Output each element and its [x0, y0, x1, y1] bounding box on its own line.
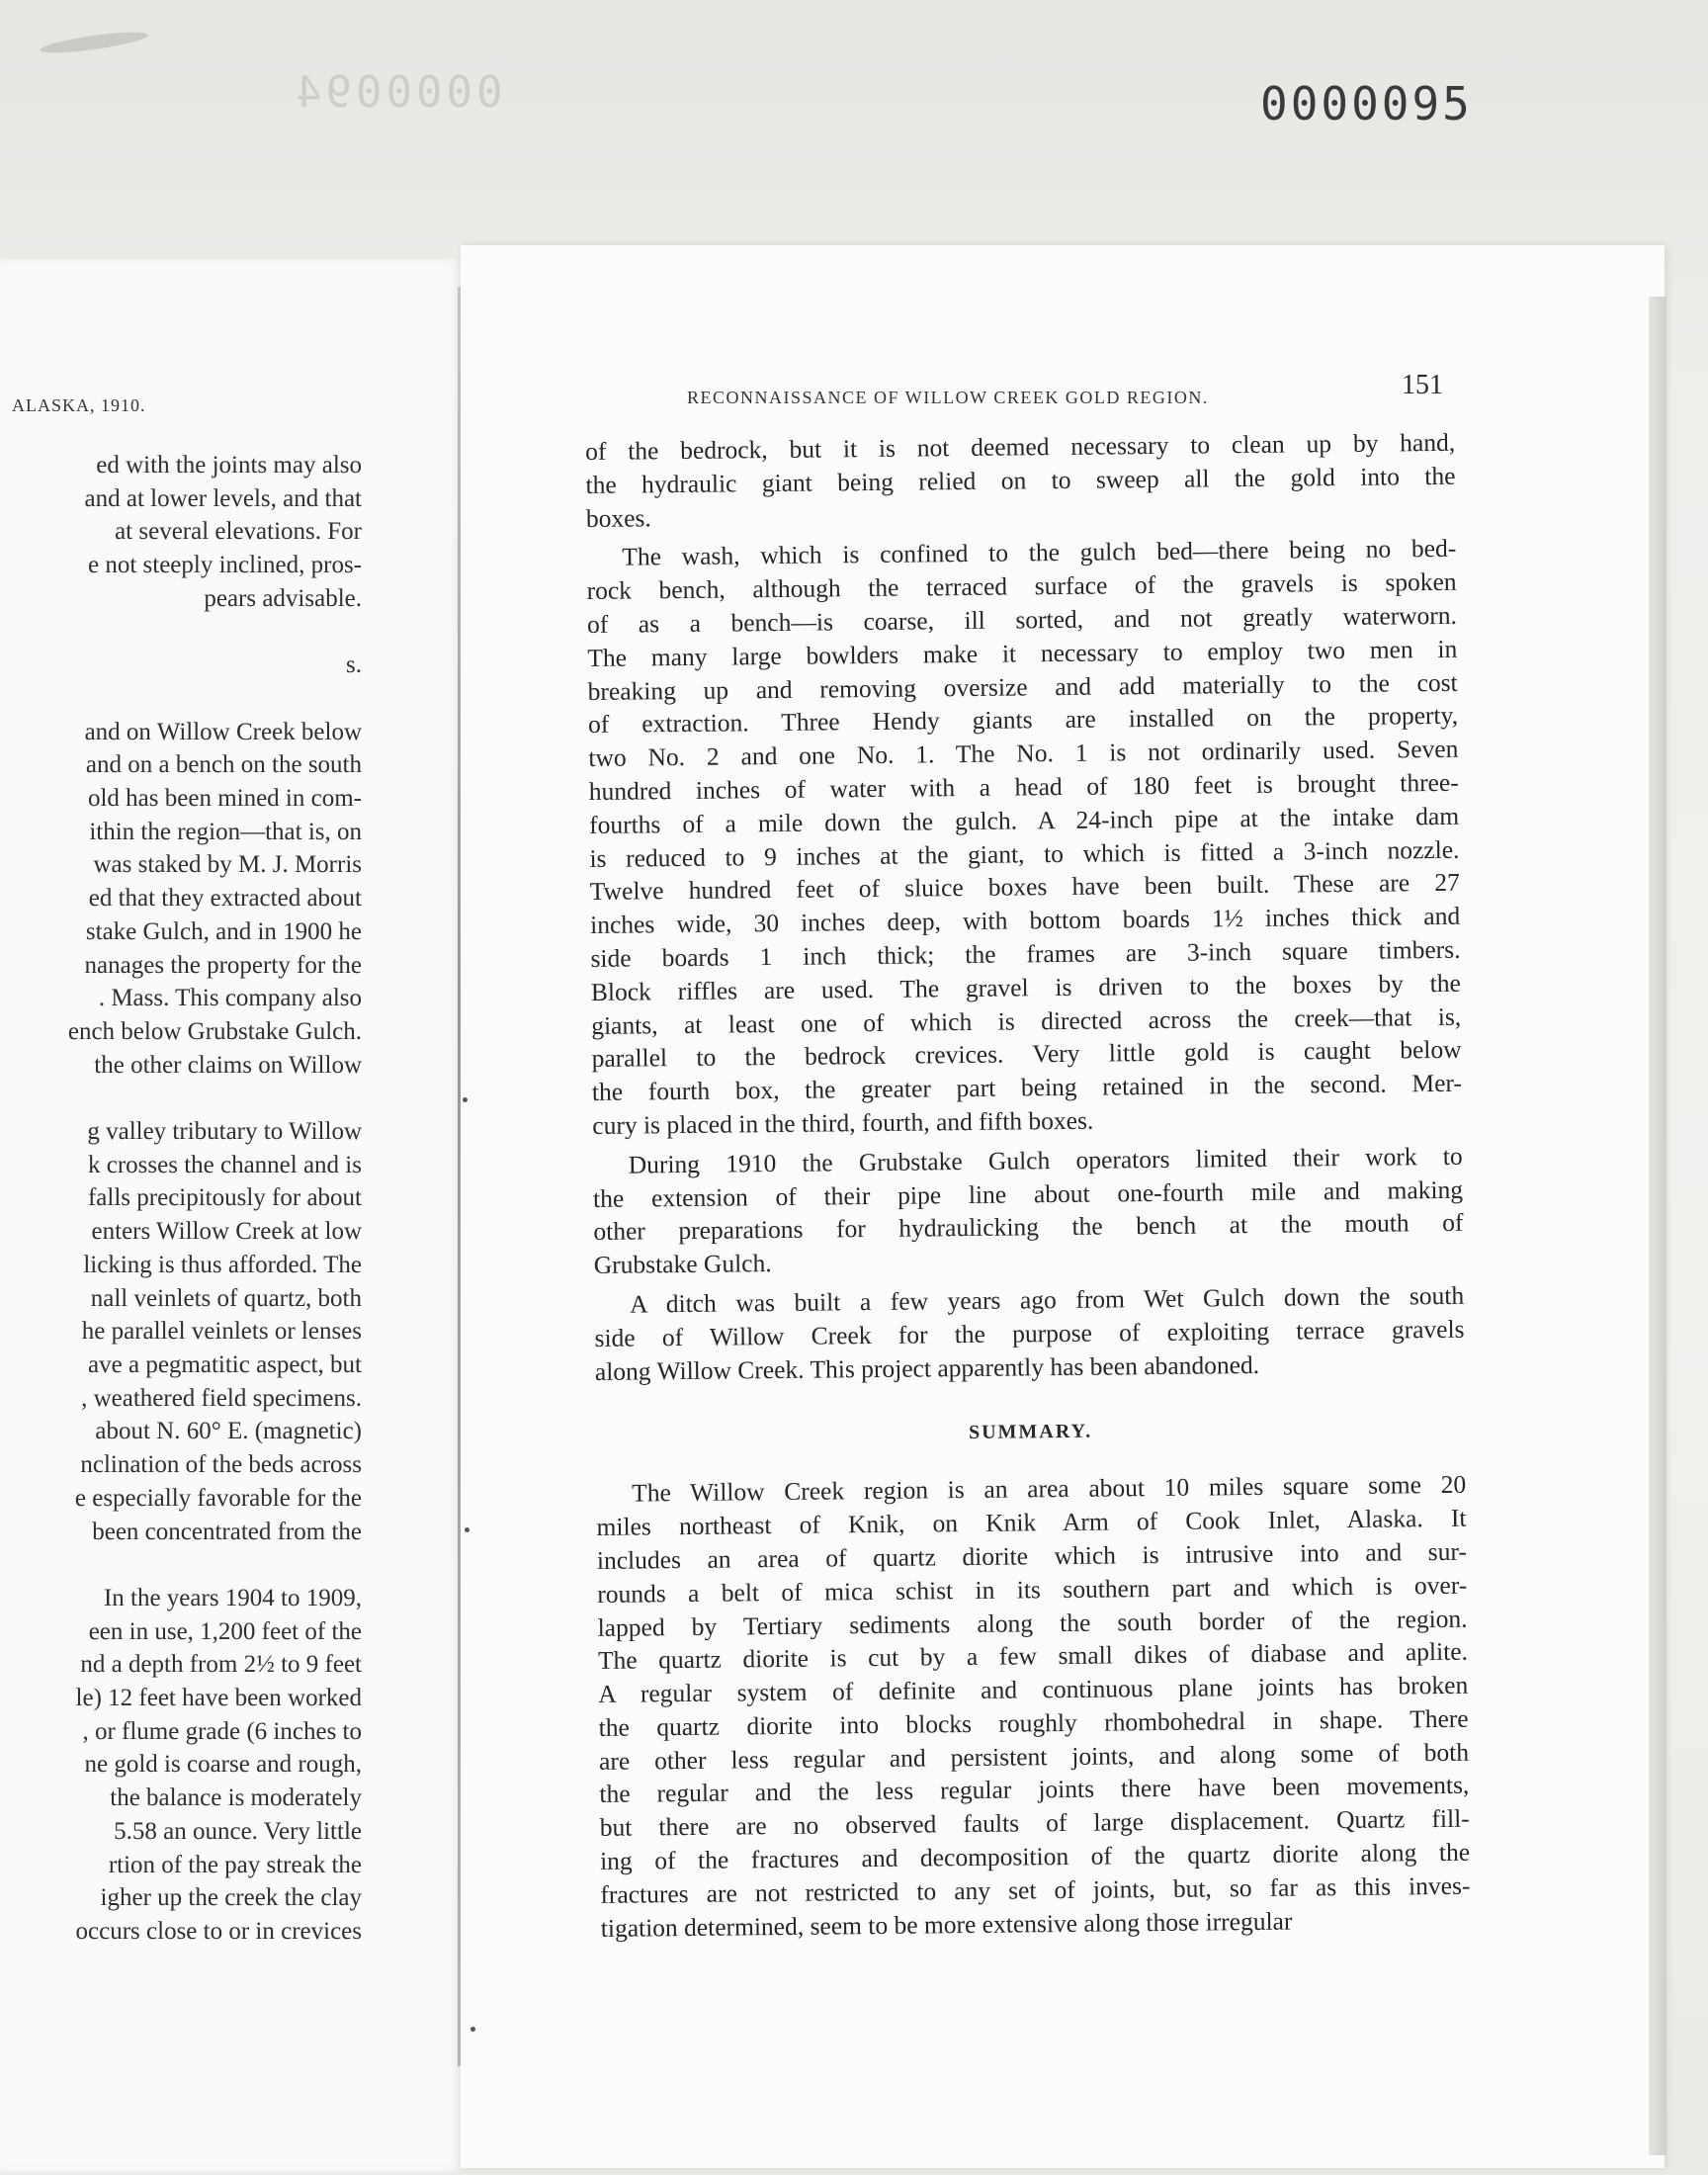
text-line: hundred inches of water with a head of 180 feet is brought three-: [588, 767, 1459, 806]
text-line: ithin the region—that is, on: [89, 818, 362, 845]
text-line: parallel to the bedrock crevices. Very little gold is caught below: [591, 1035, 1462, 1074]
paragraph: [593, 1139, 1464, 1287]
text-line: about N. 60° E. (magnetic): [95, 1418, 362, 1445]
text-line: cury is placed in the third, fourth, and fifth boxes.: [592, 1105, 1094, 1140]
text-line: , weathered field specimens.: [81, 1384, 362, 1412]
margin-mark: [465, 1527, 470, 1532]
text-line: The wash, which is confined to the gulch bed—there being no bed-: [622, 534, 1457, 572]
text-line: are other less regular and persistent joints, and along some of both: [598, 1737, 1470, 1776]
paragraph: [594, 1279, 1465, 1395]
text-line: side of Willow Creek for the purpose of exploiting terrace gravels: [594, 1314, 1465, 1352]
text-line: The quartz diorite is cut by a few small dikes of diabase and aplite.: [597, 1637, 1469, 1676]
text-line: [0, 682, 362, 716]
margin-mark: [470, 2027, 475, 2032]
paragraph: [596, 1468, 1471, 1951]
text-line: fourths of a mile down the gulch. A 24-inch pipe at the intake dam: [588, 801, 1460, 839]
text-line: ench below Grubstake Gulch.: [67, 1017, 362, 1045]
text-line: s.: [346, 652, 362, 679]
text-line: Block riffles are used. The gravel is driven to the boxes by the: [590, 968, 1462, 1006]
text-line: A ditch was built a few years ago from Wet Gulch down the south: [630, 1280, 1465, 1319]
text-line: [0, 1548, 362, 1582]
text-line: tigation determined, seem to be more extensive along those irregular: [600, 1906, 1293, 1943]
text-line: [0, 1082, 362, 1115]
text-line: k crosses the channel and is: [87, 1151, 362, 1178]
text-line: een in use, 1,200 feet of the: [88, 1617, 362, 1645]
text-line: e especially favorable for the: [74, 1484, 362, 1512]
text-line: rock bench, although the terraced surface of the gravels is spoken: [586, 566, 1457, 606]
text-line: of extraction. Three Hendy giants are installed on the property,: [587, 701, 1459, 740]
document-stamp-number: 0000095: [1260, 77, 1473, 130]
text-line: along Willow Creek. This project apparently has been abandoned.: [594, 1349, 1260, 1386]
text-line: The many large bowlders make it necessary to employ two men in: [587, 634, 1458, 672]
left-page-text: [0, 449, 362, 1949]
left-page: [0, 259, 461, 2172]
text-line: of as a bench—is coarse, ill sorted, and not greatly waterworn.: [586, 600, 1458, 639]
text-line: the hydraulic giant being relied on to sweep all the gold into the: [585, 461, 1456, 499]
text-line: 5.58 an ounce. Very little: [114, 1817, 362, 1845]
text-line: ed with the joints may also: [96, 452, 362, 478]
text-line: nd a depth from 2½ to 9 feet: [80, 1651, 362, 1679]
text-line: The Willow Creek region is an area about 10 miles square some 20: [632, 1470, 1467, 1508]
text-line: but there are no observed faults of large displacement. Quartz fill-: [599, 1803, 1470, 1843]
left-running-head: ALASKA, 1910.: [12, 395, 146, 415]
text-line: he parallel veinlets or lenses: [81, 1318, 362, 1346]
text-line: nanages the property for the: [84, 951, 362, 979]
text-line: ed that they extracted about: [88, 885, 362, 913]
text-line: Twelve hundred feet of sluice boxes have been built. These are 27: [589, 868, 1460, 907]
text-line: , or flume grade (6 inches to: [82, 1717, 362, 1745]
text-line: breaking up and removing oversize and add materially to the cost: [587, 667, 1458, 706]
text-line: the extension of their pipe line about one-fourth mile and making: [592, 1174, 1464, 1213]
text-line: falls precipitously for about: [87, 1184, 362, 1212]
text-line: was staked by M. J. Morris: [93, 851, 362, 879]
text-line: lapped by Tertiary sediments along the south border of the region.: [597, 1604, 1468, 1642]
text-line: During 1910 the Grubstake Gulch operators limited their work to: [628, 1141, 1463, 1179]
page-edge: [1649, 297, 1666, 2155]
text-line: is reduced to 9 inches at the giant, to which is fitted a 3-inch nozzle.: [589, 834, 1460, 873]
bleed-through-stamp: 0000094: [292, 67, 503, 118]
margin-mark: [463, 1097, 468, 1102]
text-line: e not steeply inclined, pros-: [87, 552, 362, 579]
text-line: enters Willow Creek at low: [91, 1218, 362, 1246]
body-text: [585, 426, 1471, 1952]
text-line: Grubstake Gulch.: [593, 1249, 772, 1280]
text-line: inches wide, 30 inches deep, with bottom boards 1½ inches thick and: [590, 901, 1461, 940]
text-line: rtion of the pay streak the: [108, 1851, 362, 1878]
text-line: nclination of the beds across: [80, 1451, 362, 1479]
text-line: igher up the creek the clay: [100, 1884, 362, 1912]
text-line: and on a bench on the south: [85, 751, 362, 779]
running-head: RECONNAISSANCE OF WILLOW CREEK GOLD REGION.: [687, 388, 1209, 407]
text-line: stake Gulch, and in 1900 he: [85, 917, 362, 945]
paragraph: [585, 426, 1456, 542]
text-line: A regular system of definite and continuous plane joints has broken: [598, 1670, 1469, 1709]
text-line: . Mass. This company also: [98, 985, 362, 1012]
text-line: and at lower levels, and that: [84, 484, 362, 512]
text-line: the other claims on Willow: [94, 1051, 362, 1079]
text-line: the fourth box, the greater part being retained in the second. Mer-: [591, 1068, 1463, 1107]
text-line: boxes.: [585, 502, 651, 533]
text-line: two No. 2 and one No. 1. The No. 1 is not ordinarily used. Seven: [588, 734, 1459, 773]
text-line: occurs close to or in crevices: [75, 1917, 362, 1945]
text-line: ing of the fractures and decomposition of the quartz diorite along the: [599, 1837, 1471, 1875]
paragraph: [586, 532, 1462, 1149]
text-line: nall veinlets of quartz, both: [90, 1284, 362, 1312]
text-line: includes an area of quartz diorite which is intrusive into and sur-: [596, 1536, 1468, 1575]
text-line: le) 12 feet have been worked: [75, 1685, 362, 1712]
text-line: side boards 1 inch thick; the frames are 3-inch square timbers.: [590, 934, 1461, 973]
text-line: other preparations for hydraulicking the bench at the mouth of: [593, 1208, 1464, 1247]
text-line: licking is thus afforded. The: [83, 1251, 362, 1278]
text-line: been concentrated from the: [92, 1518, 362, 1545]
text-line: fractures are not restricted to any set of joints, but, so far as this inves-: [600, 1870, 1471, 1909]
text-line: and on Willow Creek below: [84, 718, 362, 745]
text-line: the balance is moderately: [110, 1784, 362, 1812]
text-line: giants, at least one of which is directed across the creek—that is,: [591, 1001, 1462, 1040]
text-line: [0, 616, 362, 650]
text-line: the quartz diorite into blocks roughly rhombohedral in shape. There: [598, 1703, 1469, 1742]
text-line: rounds a belt of mica schist in its southern part and which is over-: [597, 1570, 1468, 1609]
text-line: at several elevations. For: [115, 518, 362, 546]
text-line: the regular and the less regular joints there have been movements,: [599, 1771, 1470, 1809]
page-number: 151: [1402, 370, 1443, 400]
text-line: g valley tributary to Willow: [87, 1118, 362, 1146]
text-line: In the years 1904 to 1909,: [103, 1584, 362, 1611]
section-heading: SUMMARY.: [968, 1420, 1093, 1444]
text-line: miles northeast of Knik, on Knik Arm of Cook Inlet, Alaska. It: [596, 1503, 1467, 1542]
text-line: of the bedrock, but it is not deemed necessary to clean up by hand,: [585, 427, 1456, 466]
text-line: ave a pegmatitic aspect, but: [88, 1350, 362, 1378]
text-line: ne gold is coarse and rough,: [84, 1751, 362, 1779]
text-line: old has been mined in com-: [87, 785, 362, 813]
text-line: pears advisable.: [204, 584, 362, 612]
